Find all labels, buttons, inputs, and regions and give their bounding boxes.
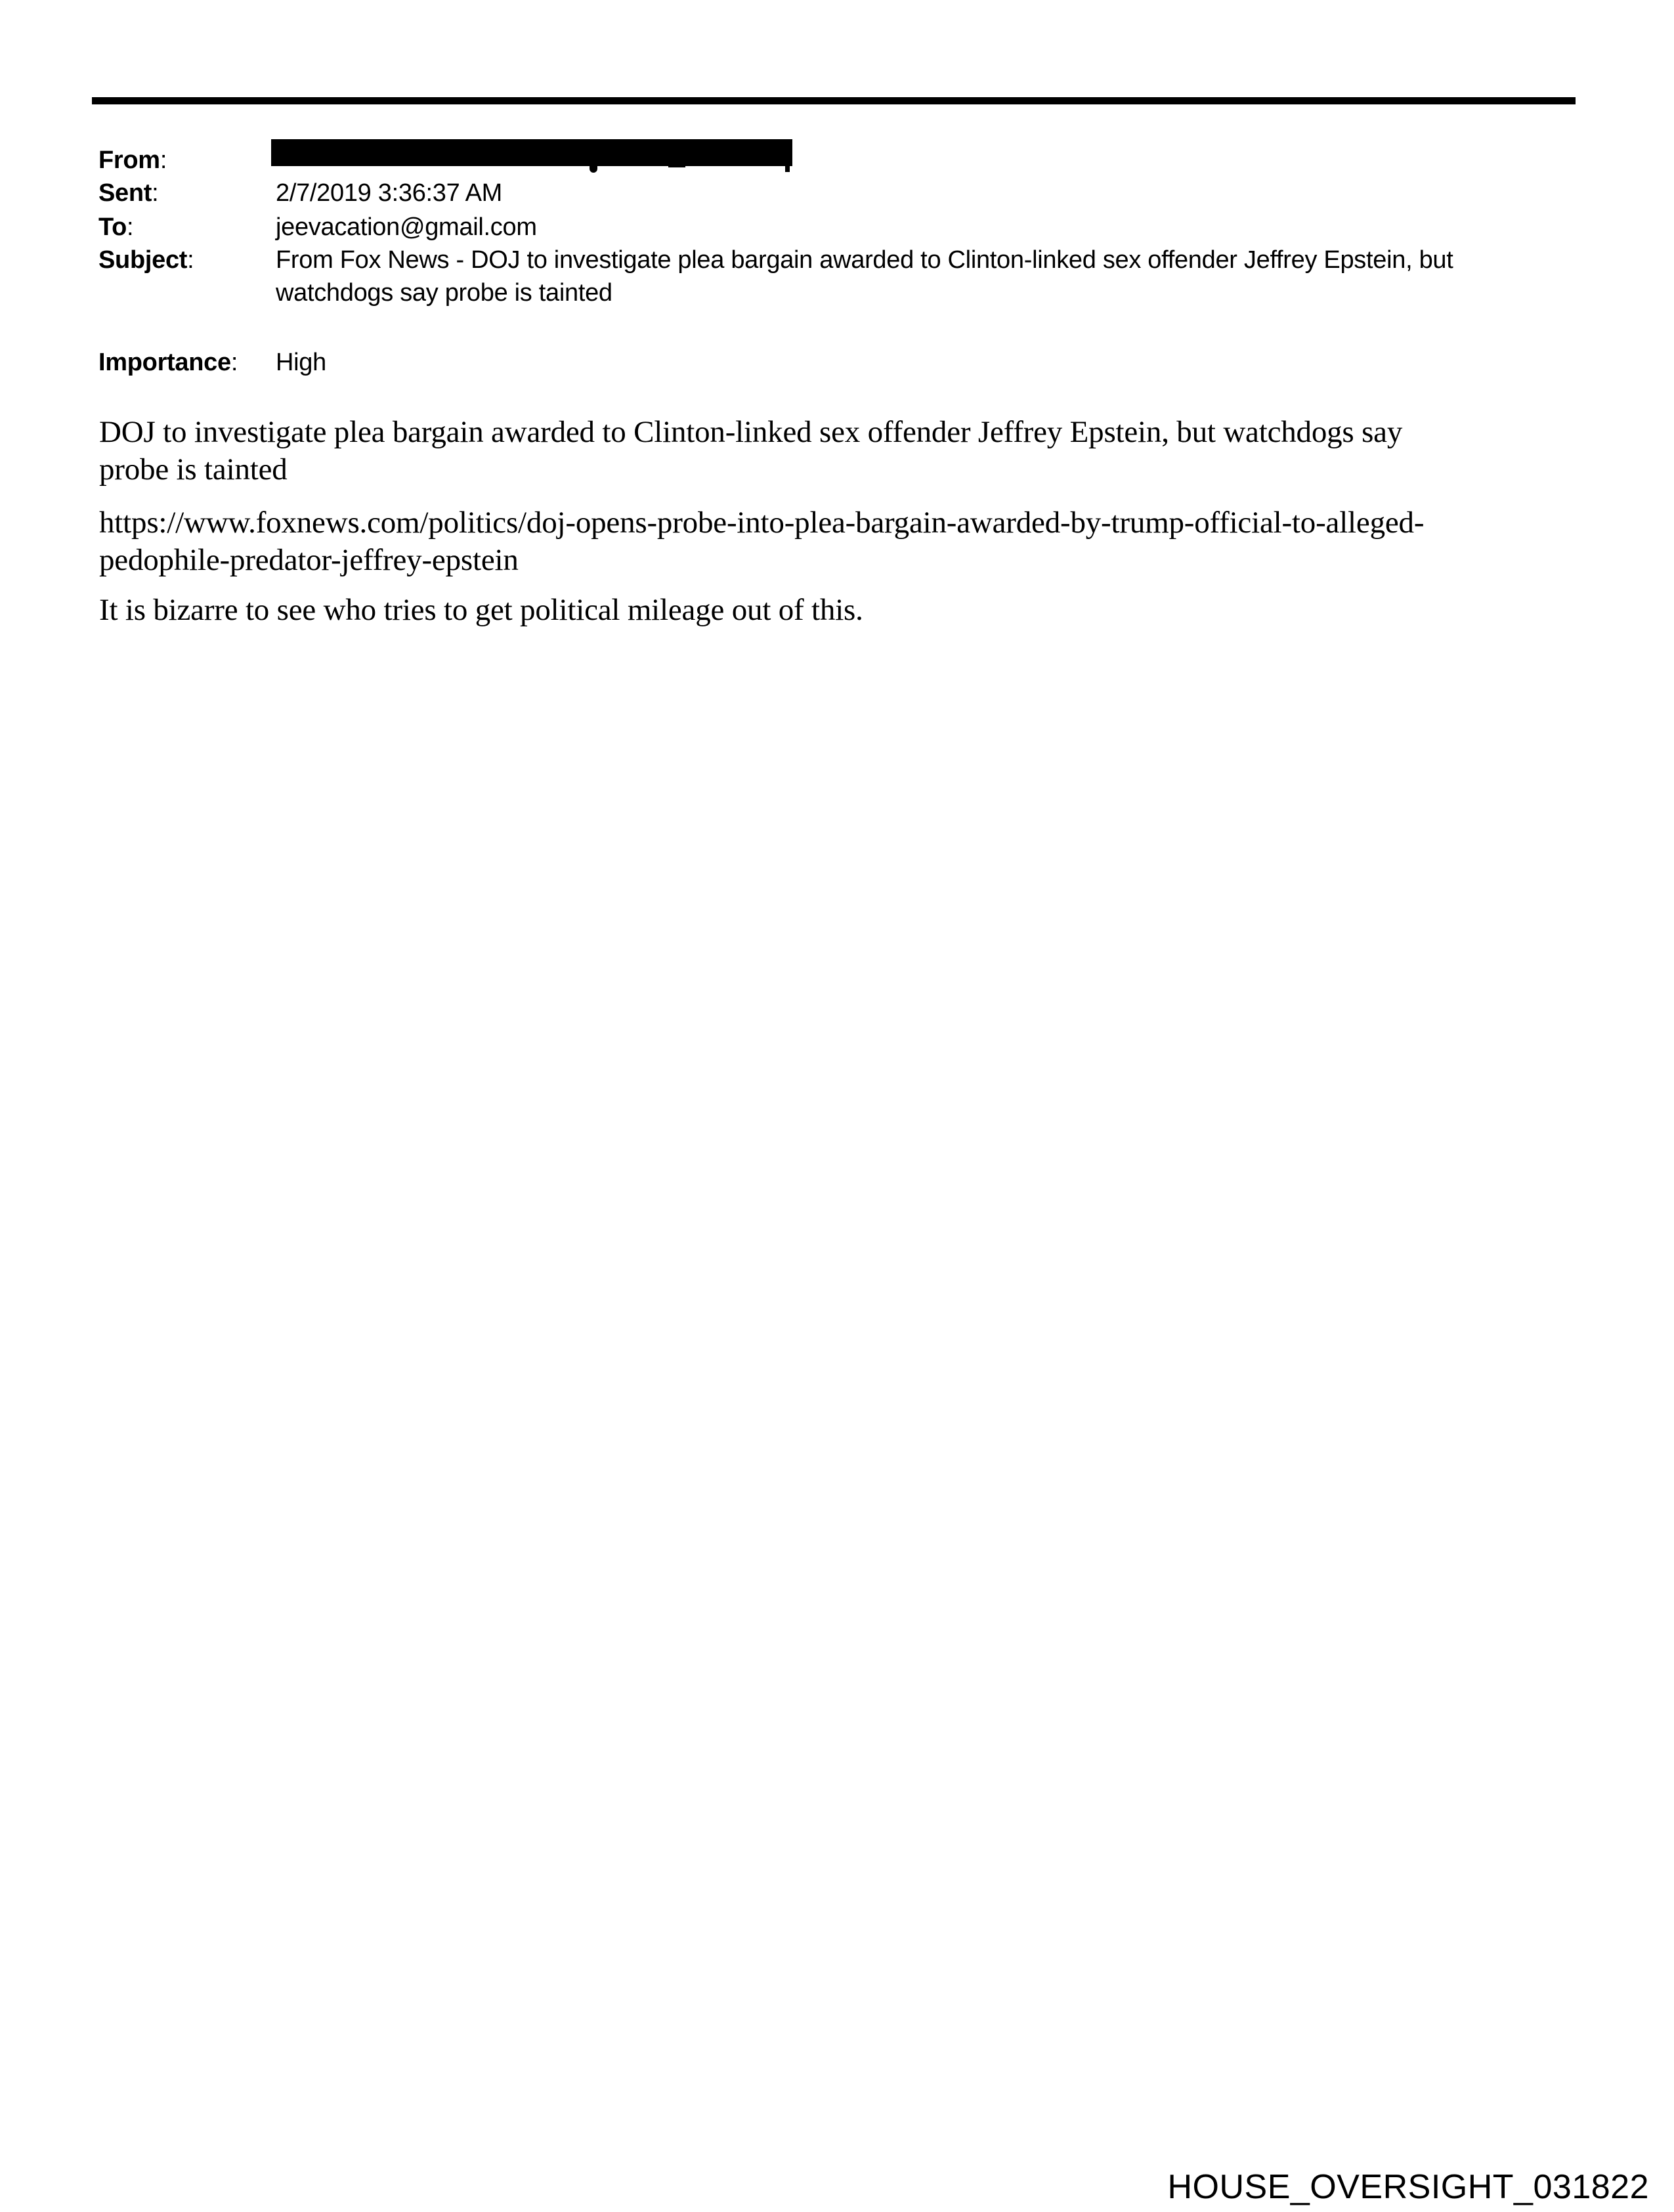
redaction-artifact — [668, 164, 685, 167]
bates-number: HOUSE_OVERSIGHT_031822 — [1167, 2168, 1649, 2206]
to-label-word: To — [98, 213, 127, 241]
header-divider-rule — [92, 97, 1576, 104]
redaction-artifact — [590, 165, 597, 173]
importance-label — [98, 346, 238, 379]
subject-value-line1: From Fox News - DOJ to investigate plea bargain awarded to Clinton-linked sex offender Jeffrey Epstein, but — [276, 246, 1453, 274]
to-value: jeevacation@gmail.com — [276, 213, 537, 241]
body-article-url-line2: pedophile-predator-jeffrey-epstein — [99, 543, 519, 577]
to-label — [98, 211, 133, 244]
importance-label-colon: : — [230, 349, 238, 376]
sent-label-colon: : — [152, 179, 159, 207]
importance-label-word: Importance — [98, 349, 231, 376]
from-label-colon: : — [160, 146, 167, 174]
subject-label — [98, 244, 194, 276]
body-article-url-line1: https://www.foxnews.com/politics/doj-opens-probe-into-plea-bargain-awarded-by-trump-official-to-alleged- — [99, 506, 1425, 540]
sent-value: 2/7/2019 3:36:37 AM — [276, 179, 503, 207]
from-label-word: From — [98, 146, 160, 174]
body-headline-line1: DOJ to investigate plea bargain awarded to Clinton-linked sex offender Jeffrey Epstein, but watchdogs say — [99, 415, 1403, 449]
from-label — [98, 144, 167, 177]
subject-value — [276, 244, 1453, 309]
subject-label-word: Subject — [98, 246, 188, 274]
importance-value: High — [276, 349, 326, 376]
subject-label-colon: : — [187, 246, 194, 274]
sent-label-word: Sent — [98, 179, 152, 207]
body-headline — [99, 414, 1402, 488]
subject-value-line2: watchdogs say probe is tainted — [276, 279, 612, 307]
from-value-redaction-bar — [271, 139, 792, 166]
body-headline-line2: probe is tainted — [99, 452, 288, 487]
sent-label — [98, 177, 158, 209]
to-label-colon: : — [127, 213, 134, 241]
body-article-url — [99, 504, 1424, 579]
body-comment: It is bizarre to see who tries to get political mileage out of this. — [99, 593, 863, 627]
redaction-artifact — [785, 162, 790, 172]
